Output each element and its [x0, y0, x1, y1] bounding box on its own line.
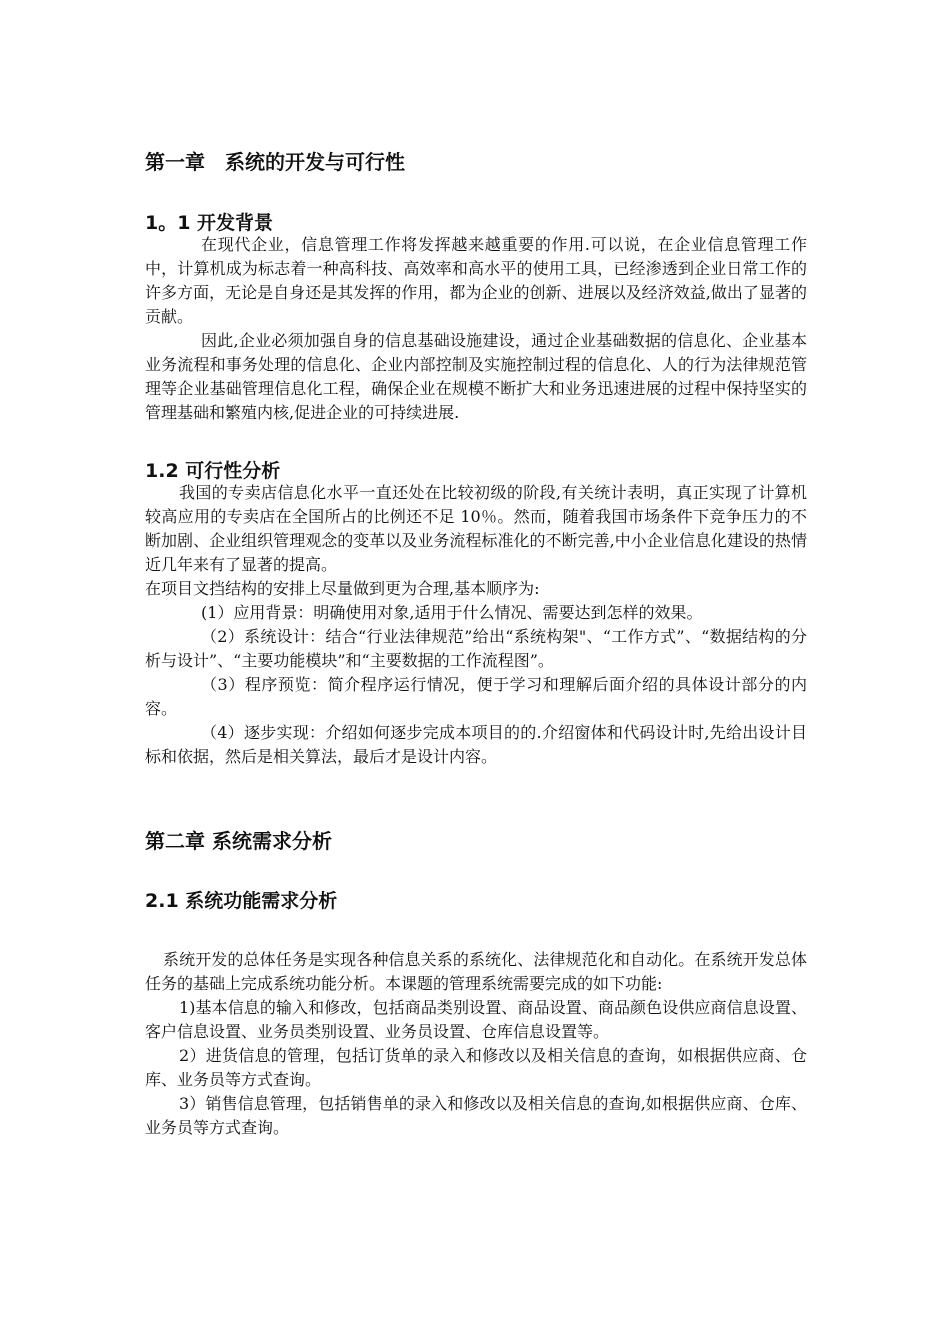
chapter-2-title-block [145, 825, 807, 854]
paragraph-structure-intro: 在项目文挡结构的安排上尽量做到更为合理,基本顺序为: [145, 579, 540, 598]
section-2-1-title: 2.1 系统功能需求分析 [145, 890, 338, 912]
function-item-2: 2）进货信息的管理，包括订货单的录入和修改以及相关信息的查询，如根据供应商、仓库、业务员等方式查询。 [145, 1046, 807, 1089]
section-1-1-title-block [145, 208, 807, 235]
section-2-1-body [145, 948, 807, 1140]
section-1-2-title: 1.2 可行性分析 [145, 460, 281, 482]
section-1-1-title: 1。1 开发背景 [145, 212, 274, 234]
list-item-1: (1）应用背景：明确使用对象,适用于什么情况、需要达到怎样的效果。 [201, 603, 703, 622]
list-item-2: （2）系统设计：结合“行业法律规范”给出“系统构架"、“工作方式”、“数据结构的分析与设计”、“主要功能模块”和“主要数据的工作流程图”。 [145, 627, 807, 670]
paragraph-system-task: 系统开发的总体任务是实现各种信息关系的系统化、法律规范化和自动化。在系统开发总体任务的基础上完成系统功能分析。本课题的管理系统需要完成的如下功能: [145, 950, 807, 993]
section-1-2-title-block [145, 456, 807, 483]
section-1-2-body [145, 481, 807, 769]
list-item-3: （3）程序预览：简介程序运行情况，便于学习和理解后面介绍的具体设计部分的内容。 [145, 675, 807, 718]
chapter-1-title-block [145, 146, 807, 175]
paragraph-feasibility: 我国的专卖店信息化水平一直还处在比较初级的阶段,有关统计表明，真正实现了计算机较高应用的专卖店在全国所占的比例还不足 10％。然而，随着我国市场条件下竞争压力的不断加剧、企业组织管理观念的变革以及业务流程标准化的不断完善,中小企业信息化建设的热情近几年来有了显著的提高。 [145, 483, 807, 574]
function-item-1: 1)基本信息的输入和修改，包括商品类别设置、商品设置、商品颜色设供应商信息设置、客户信息设置、业务员类别设置、业务员设置、仓库信息设置等。 [145, 998, 807, 1041]
section-2-1-title-block [145, 886, 807, 913]
section-1-1-body [145, 233, 807, 425]
list-item-4: （4）逐步实现：介绍如何逐步完成本项目的的.介绍窗体和代码设计时,先给出设计目标和依据，然后是相关算法，最后才是设计内容。 [145, 723, 807, 766]
chapter-2-title: 第二章 系统需求分析 [145, 829, 332, 853]
paragraph-background-1: 在现代企业，信息管理工作将发挥越来越重要的作用.可以说，在企业信息管理工作中，计算机成为标志着一种高科技、高效率和高水平的使用工具，已经渗透到企业日常工作的许多方面，无论是自身还是其发挥的作用，都为企业的创新、进展以及经济效益,做出了显著的贡献。 [145, 235, 807, 326]
function-item-3: 3）销售信息管理，包括销售单的录入和修改以及相关信息的查询,如根据供应商、仓库、业务员等方式查询。 [145, 1094, 807, 1137]
chapter-1-title: 第一章 系统的开发与可行性 [145, 150, 405, 174]
paragraph-background-2: 因此,企业必须加强自身的信息基础设施建设，通过企业基础数据的信息化、企业基本业务流程和事务处理的信息化、企业内部控制及实施控制过程的信息化、人的行为法律规范管理等企业基础管理信息化工程，确保企业在规模不断扩大和业务迅速进展的过程中保持坚实的管理基础和繁殖内核,促进企业的可持续进展. [145, 331, 807, 422]
